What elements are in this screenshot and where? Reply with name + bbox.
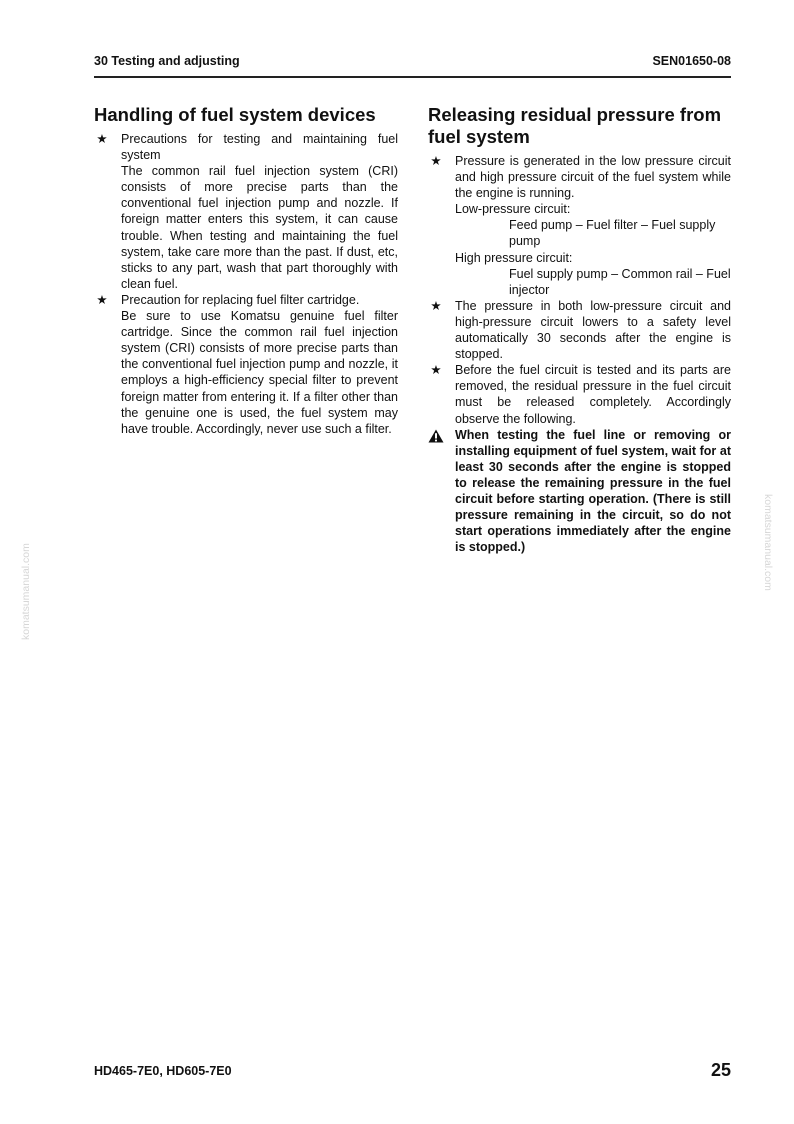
star-icon: ★ [96,292,108,307]
section-heading-releasing: Releasing residual pressure from fuel system [428,104,722,147]
item-body: The common rail fuel injection system (CRI) consists of more precise parts than the conventional fuel injection pump and nozzle. If foreign matter enters this system, it can cause trouble. When testing and maintaining the fuel system, take care more than the past. If dust, etc, sticks to any part, wash that part thoroughly with clean fuel. [121,164,398,291]
list-item [428,362,731,426]
page-header [94,52,731,78]
list-item [94,292,398,437]
section-heading-handling: Handling of fuel system devices [94,104,376,125]
star-icon: ★ [430,298,442,313]
item-body: Be sure to use Komatsu genuine fuel filter cartridge. Since the common rail fuel injection system (CRI) consists of more precise parts than the conventional fuel injection pump and nozzle, it employs a high-efficiency special filter to prevent foreign matter from entering it. If a filter other than the genuine one is used, the fuel system may have trouble. Accordingly, never use such a filter. [121,309,398,436]
list-item [428,298,731,362]
warning-text: When testing the fuel line or removing or installing equipment of fuel system, wait for at least 30 seconds after the engine is stopped to release the remaining pressure in the fuel circuit before starting operation. (There is still pressure remaining in the circuit, so do not start operations immediately after the engine is stopped.) [455,427,731,555]
page-footer [94,1060,731,1084]
star-icon: ★ [96,132,108,146]
star-icon: ★ [430,154,442,168]
high-pressure-path: Fuel supply pump – Common rail – Fuel injector [509,266,731,297]
high-pressure-label: High pressure circuit: [455,250,573,265]
item-body: The pressure in both low-pressure circuit and high-pressure circuit lowers to a safety level automatically 30 seconds after the engine is stopped. [455,298,731,362]
low-pressure-label: Low-pressure circuit: [455,202,571,217]
warning-triangle-icon [428,427,444,443]
model-number: HD465-7E0, HD605-7E0 [94,1064,232,1078]
left-column [94,104,398,437]
document-code: SEN01650-08 [652,54,731,68]
warning-block [428,427,731,556]
page-number: 25 [710,1060,731,1080]
list-item [94,131,398,292]
right-column [428,104,731,555]
watermark-right: komatsumanual.com [762,494,774,591]
low-pressure-path: Feed pump – Fuel filter – Fuel supply pump [509,218,716,249]
watermark-left: komatsumanual.com [20,543,32,640]
item-body: Pressure is generated in the low pressure circuit and high pressure circuit of the fuel system while the engine is running. [455,154,731,201]
item-title: Precaution for replacing fuel filter cartridge. [121,292,360,307]
star-icon: ★ [430,363,442,378]
item-body: Before the fuel circuit is tested and its parts are removed, the residual pressure in the fuel circuit must be released completely. Accordingly observe the following. [455,363,731,426]
list-item [428,153,731,298]
section-title: 30 Testing and adjusting [94,54,240,68]
item-title: Precautions for testing and maintaining fuel system [121,132,398,163]
